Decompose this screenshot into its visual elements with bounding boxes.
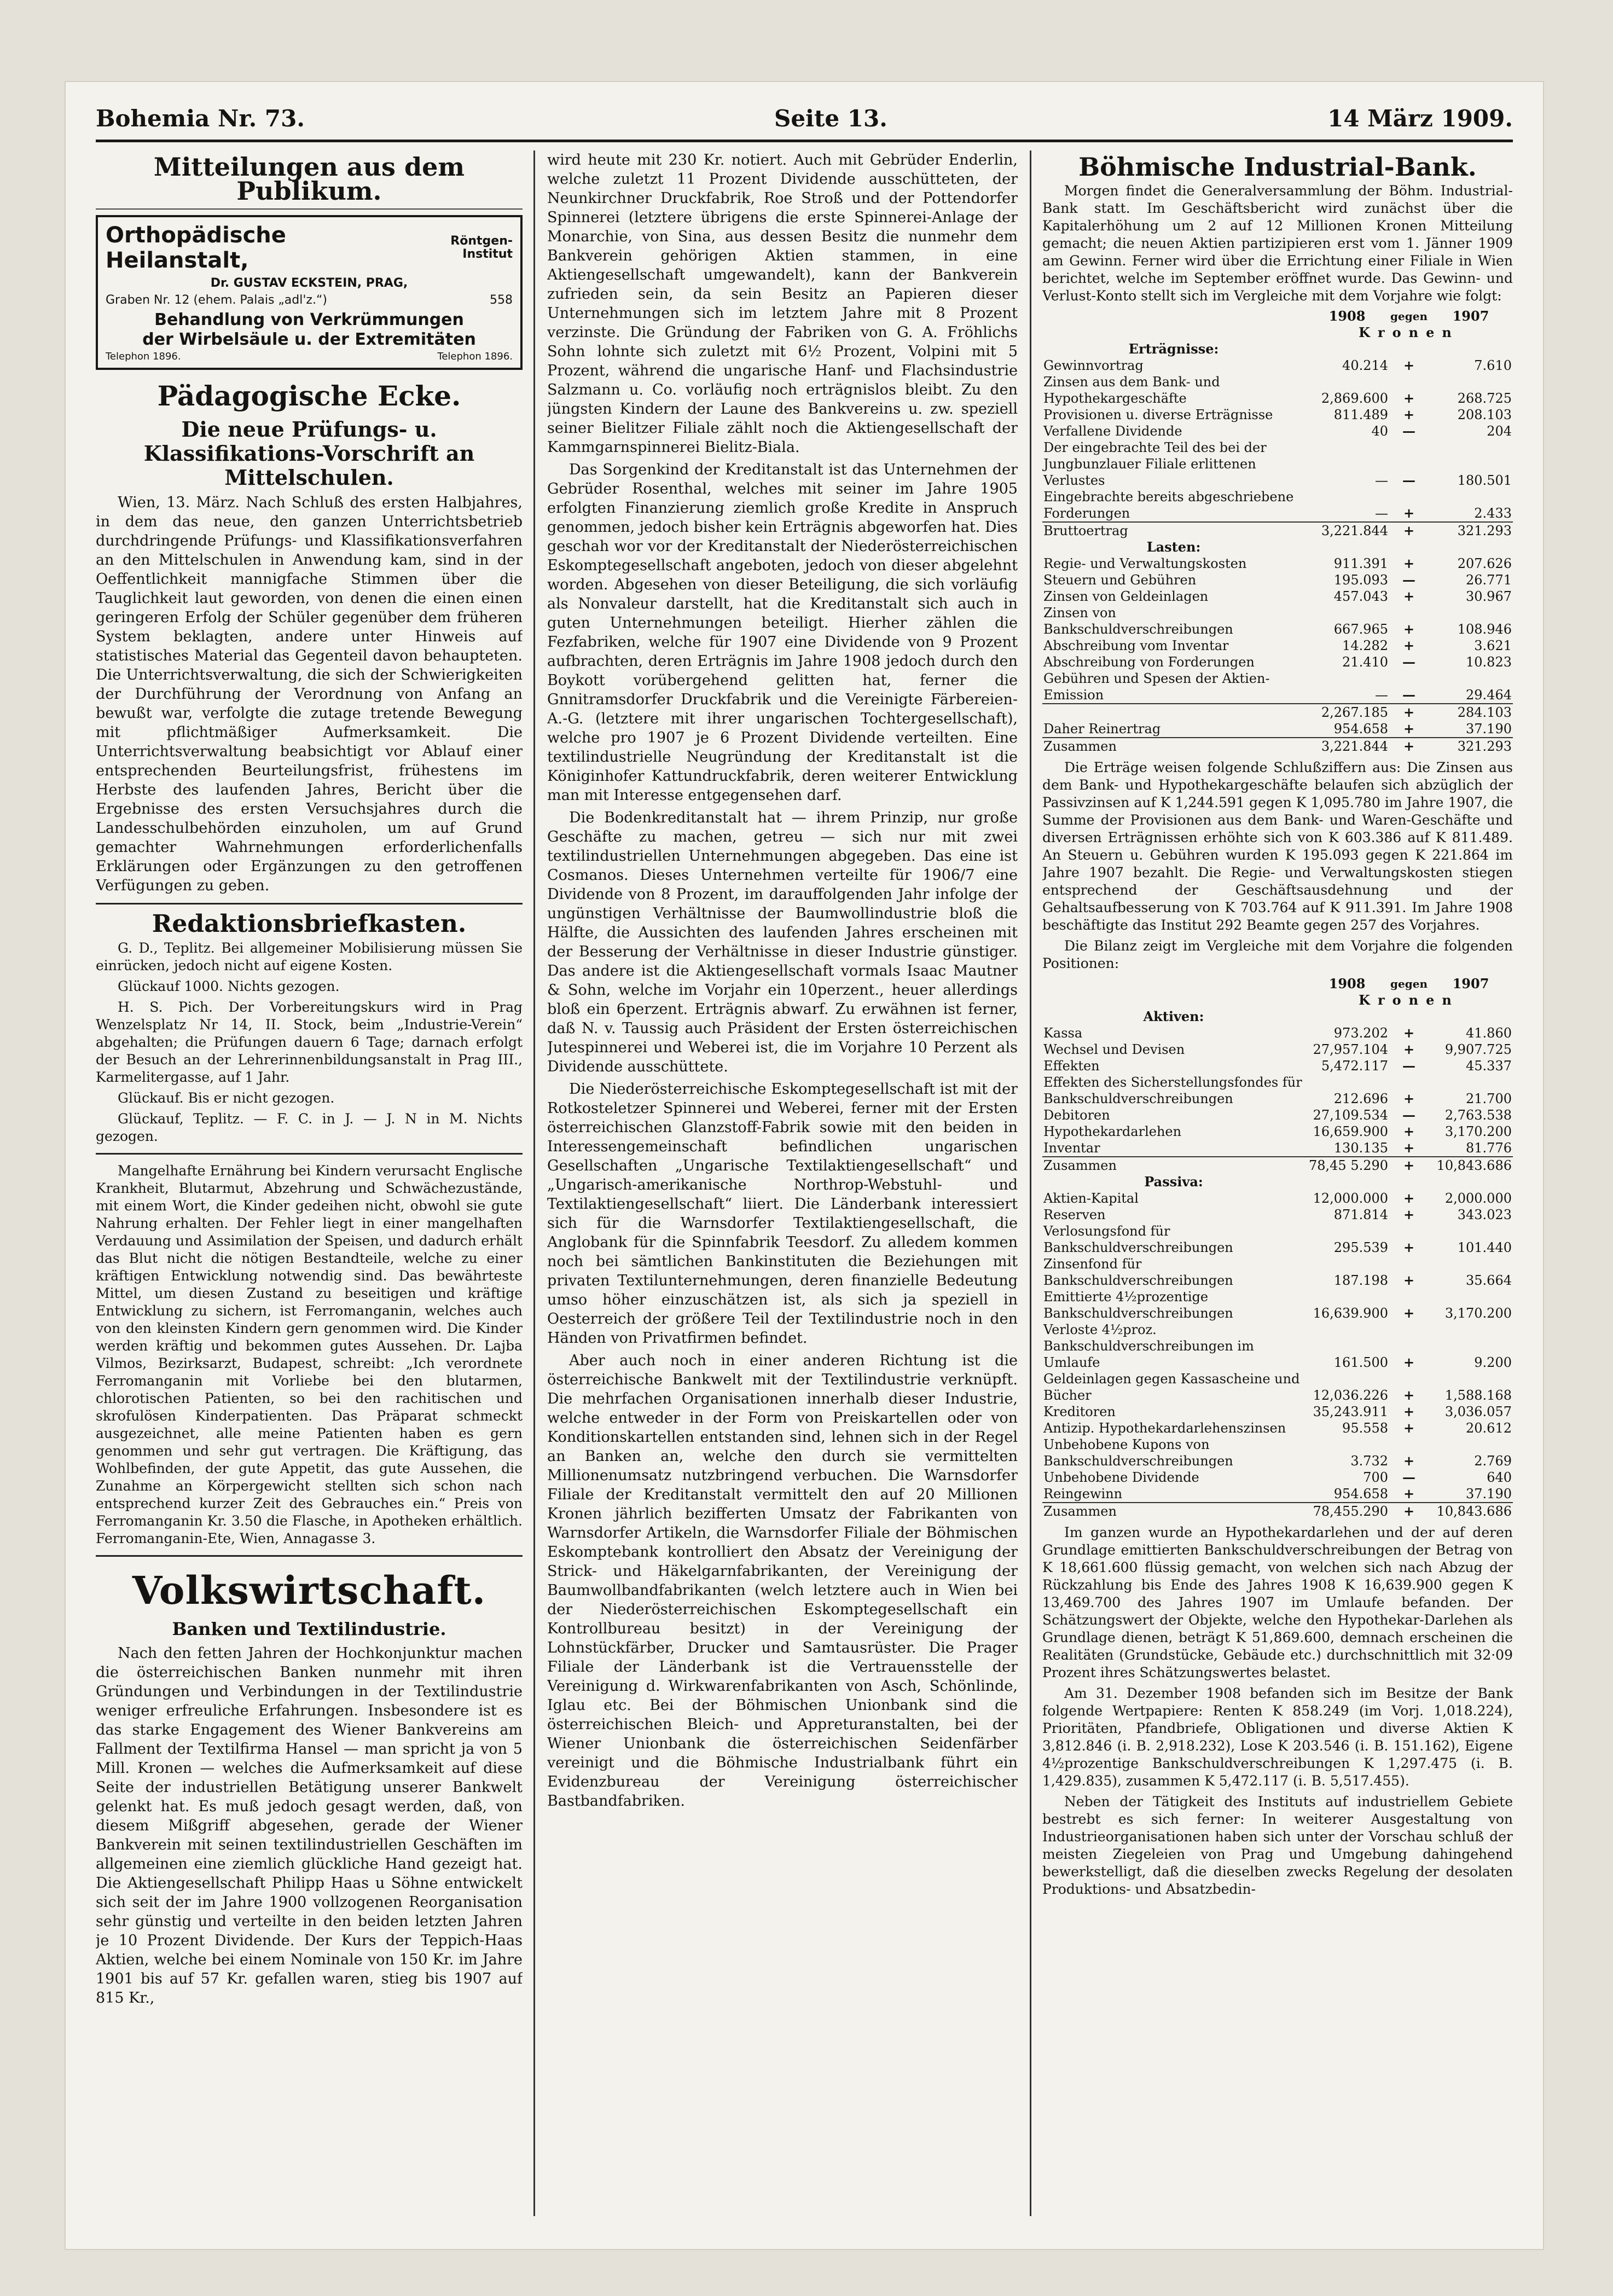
- value-1907: 284.103: [1429, 704, 1513, 721]
- article-paragraph: wird heute mit 230 Kr. notiert. Auch mit Gebrüder Enderlin, welche zuletzt 11 Prozent Dividende ausschütteten, der Neunkirchner Druckfabrik, Roe Stroß und der Pottendorfer Spinnerei (letztere übrigens die erste Spinnerei-Anlage der Monarchie, von Sina, aus dessen Besitz die nunmehr dem Bankverein gehörigen Aktien stammen, in eine Aktiengesellschaft umgewandelt), kann der Bankverein zufrieden sein, da sein Besitz an Papieren dieser Unternehmungen sich im letztem Jahre mit 8 Prozent verzinste. Die Gründung der Fabriken von G. A. Fröhlichs Sohn lohnte sich zuletzt mit 6½ Prozent, Volpini mit 5 Prozent, während die ungarische Hanf- und Flachsindustrie Salzmann u. Co. vorläufig noch erträgnislos bleibt. Zu den jüngsten Kindern der Laune des Bankvereins u. zw. speziell seiner Bielitzer Filiale zählt noch die Aktiengesellschaft der Kammgarnspinnerei Bielitz-Biala.: [547, 152, 1018, 456]
- table-section-row: [1042, 1008, 1513, 1025]
- table-row: [1042, 1123, 1513, 1140]
- value-1908: 2,869.600: [1321, 391, 1389, 406]
- row-label: Zusammen: [1042, 1503, 1305, 1520]
- value-1908: 78,45 5.290: [1305, 1157, 1389, 1174]
- table-header-cell: 1908: [1328, 308, 1366, 324]
- value-1907: 37.190: [1466, 1486, 1512, 1501]
- value-1907: 208.103: [1457, 407, 1512, 422]
- table-body: [1042, 555, 1513, 755]
- change-sign: +: [1389, 738, 1429, 755]
- value-1907: 10,843.686: [1429, 1157, 1513, 1174]
- table-row: [1042, 1289, 1513, 1321]
- value-1907: 10,843.686: [1429, 1503, 1513, 1520]
- article-title-banken: Banken und Textilindustrie.: [172, 1619, 446, 1639]
- value-1907: 21.700: [1466, 1091, 1512, 1106]
- value-1908: 187.198: [1333, 1273, 1389, 1288]
- issue-number: Bohemia Nr. 73.: [96, 105, 305, 132]
- table-row: [1042, 1321, 1513, 1371]
- value-1908: 954.658: [1333, 1486, 1389, 1501]
- section-title-paedagogisch: Pädagogische Ecke.: [157, 380, 461, 412]
- ad-tel-2: Telephon 1896.: [437, 351, 513, 362]
- article-text: Neben der Tätigkeit des Instituts auf industriellem Gebiete bestrebt es sich ferner: In weiterer Ausgestaltung von Industrieorganisationen haben sich unter der Vorschau schluß der meisten Ziegeleien von Prag und Umgebung dahingehend bewerkstelligt, daß die dieselben zwecks Regelung der desolaten Produktions- und Absatzbedin-: [1042, 1794, 1513, 1897]
- column-3: [1042, 150, 1513, 2216]
- value-1907: 101.440: [1457, 1240, 1512, 1255]
- page-number: Seite 13.: [774, 105, 887, 132]
- column-rule: [1030, 150, 1031, 2216]
- value-1908: 212.696: [1333, 1091, 1389, 1106]
- value-1907: 321.293: [1429, 522, 1513, 539]
- table-row: [1042, 1404, 1513, 1420]
- article-text-banken: Nach den fetten Jahren der Hochkonjunktur machen die österreichischen Banken nunmehr mit ihren Gründungen und Verbindungen in der Textilindustrie weniger erfreuliche Erfahrungen. Insbesondere ist es das starke Engagement des Wiener Bankvereins am Fallment der Textilfirma Hansel — man spricht ja von 5 Mill. Kronen — welches die Aufmerksamkeit auf diese Seite der industriellen Betätigung unserer Bankwelt gelenkt hat. Es muß jedoch gesagt werden, daß, von diesem Mißgriff abgesehen, gerade der Wiener Bankverein mit seinen textilindustriellen Geschäften im allgemeinen eine ziemlich glückliche Hand gezeigt hat. Die Aktiengesellschaft Philipp Haas u Söhne entwickelt sich seit der im Jahre 1900 vollzogenen Reorganisation sehr günstig und verteilte in den beiden letzten Jahren je 10 Prozent Dividende. Der Kurs der Teppich-Haas Aktien, welche bei einem Nominale von 150 Kr. im Jahre 1901 bis auf 57 Kr. gefallen waren, stieg bis 1907 auf 815 Kr.,: [96, 1645, 523, 2007]
- change-sign: —: [1402, 423, 1416, 439]
- value-1908: 5,472.117: [1321, 1058, 1389, 1074]
- row-label: Reserven: [1043, 1207, 1106, 1222]
- value-1907: 29.464: [1466, 687, 1512, 703]
- change-sign: +: [1389, 704, 1429, 721]
- table-header-cell: gegen: [1390, 310, 1428, 323]
- ad-address-row: [106, 293, 513, 307]
- value-1908: 295.539: [1333, 1240, 1389, 1255]
- table-row: [1042, 522, 1513, 539]
- value-1908: 3,221.844: [1305, 522, 1389, 539]
- ad-doctor: Dr. GUSTAV ECKSTEIN, PRAG,: [210, 276, 408, 290]
- row-label: Inventar: [1043, 1140, 1100, 1156]
- value-1907: 207.626: [1457, 556, 1512, 571]
- row-label: Geldeinlagen gegen Kassascheine und Bücher: [1043, 1371, 1300, 1403]
- newspaper-page: [66, 82, 1543, 2249]
- table-unit: Kronen: [1359, 324, 1459, 340]
- advert-ernaehrung: Mangelhafte Ernährung bei Kindern verursacht Englische Krankheit, Blutarmut, Abzehrung und Schwächezustände, mit einem Wort, die Kinder gedeihen nicht, obwohl sie gute Nahrung erhalten. Der Fehler liegt in einer mangelhaften Verdauung und Assimilation der Speisen, und dadurch erhält das Blut nicht die nötigen Bestandteile, welche zu einer kräftigen Entwicklung notwendig sind. Das bewährteste Mittel, um diesen Zustand zu beseitigen und kräftige Entwicklung zu sichern, ist Ferromanganin, welches auch von den kleinsten Kindern gern genommen wird. Die Kinder werden kräftig und bekommen gutes Aussehen. Dr. Lajba Vilmos, Bezirksarzt, Budapest, schreibt: „Ich verordnete Ferromanganin mit Vorliebe bei den blutarmen, chlorotischen Patienten, so bei den rachitischen und skrofulösen Kinderpatienten. Das Präparat schmeckt ausgezeichnet, alle meine Patienten haben es gern genommen und sehr gut vertragen. Die Kräftigung, das Wohlbefinden, der gute Appetit, das gute Aussehen, die Zunahme an Körpergewicht stellten sich schon nach entsprechend kurzer Zeit des Gebrauches ein.“ Preis von Ferromanganin Kr. 3.50 die Flasche, in Apotheken erhältlich. Ferromanganin-Ete, Wien, Annagasse 3.: [96, 1163, 523, 1546]
- table-row: [1042, 1503, 1513, 1520]
- row-label: Zinsenfond für Bankschuldverschreibungen: [1043, 1256, 1233, 1288]
- header-rule: [96, 140, 1513, 142]
- table-section-row: [1042, 341, 1513, 357]
- change-sign: +: [1403, 1453, 1415, 1469]
- article-title-pruefung: Die neue Prüfungs- u. Klassifikations-Vorschrift an Mittelschulen.: [143, 417, 475, 490]
- value-1907: 180.501: [1457, 473, 1512, 488]
- value-1907: 268.725: [1457, 391, 1512, 406]
- value-1908: 16,639.900: [1313, 1306, 1389, 1321]
- table-unit-row: [1042, 324, 1513, 341]
- value-1908: 3.732: [1350, 1453, 1389, 1469]
- balance-table: [1042, 976, 1513, 1520]
- change-sign: +: [1403, 1207, 1415, 1222]
- table-row: [1042, 407, 1513, 423]
- table-section-row: [1042, 539, 1513, 555]
- value-1908: 35,243.911: [1313, 1404, 1389, 1419]
- value-1907: 10.823: [1466, 654, 1512, 670]
- row-label: Zusammen: [1042, 738, 1305, 755]
- row-label: [1042, 704, 1305, 721]
- row-label: Effekten: [1043, 1058, 1100, 1074]
- change-sign: +: [1403, 1305, 1415, 1321]
- section-title-volkswirtschaft: Volkswirtschaft.: [132, 1568, 486, 1613]
- value-1908: 27,109.534: [1313, 1108, 1389, 1123]
- row-label: Kassa: [1043, 1025, 1083, 1041]
- change-sign: +: [1403, 1272, 1415, 1288]
- value-1908: 911.391: [1333, 556, 1389, 571]
- value-1908: 811.489: [1333, 407, 1389, 422]
- value-1907: 9.200: [1474, 1355, 1512, 1370]
- row-label: Der eingebrachte Teil des bei der Jungbunzlauer Filiale erlittenen Verlustes: [1043, 440, 1267, 488]
- value-1908: 457.043: [1333, 589, 1389, 604]
- divider: [96, 208, 523, 210]
- table-row: [1042, 588, 1513, 605]
- change-sign: —: [1402, 1058, 1416, 1074]
- value-1907: 2,000.000: [1444, 1191, 1512, 1206]
- table-row: [1042, 374, 1513, 407]
- change-sign: +: [1403, 1239, 1415, 1255]
- value-1907: 3.621: [1474, 638, 1512, 653]
- ad-title-row: [106, 223, 513, 273]
- table-header-cell: 1908: [1328, 976, 1366, 992]
- profit-loss-table: [1042, 308, 1513, 755]
- value-1907: 640: [1487, 1470, 1512, 1485]
- table-row: [1042, 439, 1513, 489]
- value-1907: 35.664: [1466, 1273, 1512, 1288]
- change-sign: —: [1402, 654, 1416, 670]
- article-text: Die Bilanz zeigt im Vergleiche mit dem Vorjahre die folgenden Positionen:: [1042, 938, 1513, 971]
- value-1908: 161.500: [1333, 1355, 1389, 1370]
- table-row: [1042, 704, 1513, 721]
- table-row: [1042, 1140, 1513, 1157]
- value-1907: 3,170.200: [1444, 1124, 1512, 1139]
- ad-right: Röntgen-Institut: [450, 234, 513, 261]
- row-label: Hypothekardarlehen: [1043, 1124, 1182, 1139]
- table-body: [1042, 1025, 1513, 1174]
- change-sign: —: [1402, 1107, 1416, 1123]
- row-label: Daher Reinertrag: [1043, 721, 1161, 737]
- value-1908: 27,957.104: [1313, 1042, 1389, 1057]
- change-sign: +: [1389, 1503, 1429, 1520]
- value-1907: 2,763.538: [1444, 1108, 1512, 1123]
- table-row: [1042, 1371, 1513, 1404]
- ad-name: Orthopädische Heilanstalt,: [106, 223, 286, 273]
- change-sign: +: [1403, 555, 1415, 571]
- divider: [96, 1555, 523, 1557]
- change-sign: +: [1403, 1420, 1415, 1436]
- table-row: [1042, 1157, 1513, 1174]
- table-section-label: Lasten:: [1146, 539, 1201, 555]
- row-label: Steuern und Gebühren: [1043, 572, 1197, 588]
- value-1908: 195.093: [1333, 572, 1389, 588]
- letter-item: Glückauf. Bis er nicht gezogen.: [118, 1090, 335, 1106]
- change-sign: +: [1403, 588, 1415, 604]
- table-section-label: Aktiven:: [1143, 1008, 1204, 1024]
- letter-item: Glückauf, Teplitz. — F. C. in J. — J. N in M. Nichts gezogen.: [96, 1111, 523, 1144]
- table-header-row: [1042, 308, 1513, 324]
- row-label: Wechsel und Devisen: [1043, 1042, 1185, 1057]
- change-sign: +: [1403, 637, 1415, 653]
- ad-telephones: [106, 351, 513, 362]
- value-1908: 78,455.290: [1305, 1503, 1389, 1520]
- value-1908: 12,036.226: [1313, 1388, 1389, 1403]
- value-1908: 700: [1363, 1470, 1389, 1485]
- article-text: Die Erträge weisen folgende Schlußziffern aus: Die Zinsen aus dem Bank- und Hypothekargeschäfte belaufen sich abzüglich der Passivzinsen auf K 1,244.591 gegen K 1,095.780 im Jahre 1907, die Summe der Provisionen aus dem Bank- und Waren-Geschäfte und diversen Erträgnissen erhöhte sich von K 603.386 auf K 811.489. An Steuern u. Gebühren wurden K 195.093 gegen K 221.864 im Jahre 1907 bezahlt. Die Regie- und Verwaltungskosten stiegen entsprechend der Geschäftsausdehnung und der Gehaltsaufbesserung von K 703.764 auf K 911.391. Im Jahre 1908 beschäftigte das Institut 292 Beamte gegen 257 des Vorjahres.: [1042, 759, 1513, 933]
- value-1908: 130.135: [1333, 1140, 1389, 1156]
- table-section-label: Passiva:: [1144, 1174, 1203, 1190]
- change-sign: +: [1403, 1123, 1415, 1139]
- article-text: Im ganzen wurde an Hypothekardarlehen und der auf deren Grundlage emittierten Bankschuldverschreibungen der Betrag von K 18,661.600 flüssig gemacht, von welchen sich nach Abzug der Rückzahlung bis Ende des Jahres 1908 K 16,639.900 gegen K 13,469.700 des Jahres 1907 im Umlaufe befanden. Der Schätzungswert der Objekte, welche den Hypothekar-Darlehen als Grundlage dienen, beträgt K 51,869.600, demnach erscheinen die Realitäten (Grundstücke, Gebäude etc.) durchschnittlich mit 32·09 Prozent ihres Schätzungswertes belastet.: [1042, 1524, 1513, 1680]
- change-sign: +: [1403, 1354, 1415, 1370]
- value-1907: 2.769: [1474, 1453, 1512, 1469]
- change-sign: +: [1403, 1486, 1415, 1501]
- row-label: Eingebrachte bereits abgeschriebene Forderungen: [1043, 489, 1294, 521]
- ad-line-1: Behandlung von Verkrümmungen: [154, 310, 464, 329]
- change-sign: +: [1403, 1140, 1415, 1156]
- row-label: Aktien-Kapital: [1043, 1191, 1139, 1206]
- article-paragraph: Aber auch noch in einer anderen Richtung ist die österreichische Bankwelt mit der Textilindustrie verknüpft. Die mehrfachen Organisationen innerhalb dieser Industrie, welche entweder in der Form von Preiskartellen oder von Konditionskartellen entstanden sind, lehnen sich in der Regel an Banken an, welche den durch sie vermittelten Millionenumsatz nutzbringend verbuchen. Die Warnsdorfer Filiale der Kreditanstalt vermittelt den auf 20 Millionen Kronen jährlich bezifferten Umsatz der Fabrikanten von Warnsdorfer Artikeln, die Warnsdorfer Filiale der Böhmischen Eskomptebank kontrolliert den Absatz der Vereinigung der Strick- und Häkelgarnfabrikanten, der Vereinigung der Baumwollbandfabrikanten (welch letztere auch in Wien bei der Niederösterreichischen Eskomptegesellschaft ein Kontrollbureau besitzt) in der Vereinigung der Lohnstückfärber, Drucker und Samtausrüster. Die Prager Filiale der Länderbank ist die Vertrauensstelle der Vereinigung d. Wirkwarenfabrikanten von Asch, Schönlinde, Iglau etc. Bei der Böhmischen Unionbank sind die österreichischen Bleich- und Appreturanstalten, bei der Wiener Unionbank die österreichischen Seidenfärber vereinigt und die Böhmische Industrialbank führt ein Evidenzbureau der Vereinigung österreichischer Bastbandfabriken.: [547, 1352, 1018, 1810]
- change-sign: +: [1403, 621, 1415, 637]
- change-sign: +: [1403, 357, 1415, 373]
- table-row: [1042, 1223, 1513, 1256]
- letters-list: [96, 940, 523, 1145]
- table-row: [1042, 605, 1513, 637]
- row-label: Unbehobene Kupons von Bankschuldverschreibungen: [1043, 1437, 1233, 1469]
- table-row: [1042, 637, 1513, 654]
- value-1908: 954.658: [1333, 721, 1389, 737]
- table-header-cell: 1907: [1452, 308, 1489, 324]
- change-sign: +: [1389, 522, 1429, 539]
- article-title-industrialbank: Böhmische Industrial-Bank.: [1078, 152, 1477, 182]
- table-row: [1042, 555, 1513, 572]
- table-row: [1042, 1436, 1513, 1469]
- ad-number: 558: [490, 293, 513, 307]
- value-1908: —: [1375, 506, 1389, 521]
- value-1907: 20.612: [1466, 1420, 1512, 1436]
- table-body: [1042, 1190, 1513, 1520]
- table-row: [1042, 1025, 1513, 1041]
- change-sign: —: [1402, 1469, 1416, 1485]
- row-label: Abschreibung vom Inventar: [1043, 638, 1229, 653]
- value-1907: 204: [1487, 424, 1512, 439]
- value-1908: 667.965: [1333, 622, 1389, 637]
- table-row: [1042, 572, 1513, 588]
- change-sign: +: [1389, 1157, 1429, 1174]
- column-2: [547, 150, 1018, 2216]
- change-sign: —: [1402, 572, 1416, 588]
- column-1: [96, 150, 523, 2216]
- table-row: [1042, 1190, 1513, 1207]
- row-label: Gebühren und Spesen der Aktien-Emission: [1043, 671, 1270, 703]
- value-1908: 973.202: [1333, 1025, 1389, 1041]
- letter-item: Glückauf 1000. Nichts gezogen.: [118, 978, 340, 994]
- value-1908: 40: [1371, 424, 1389, 439]
- change-sign: +: [1403, 1041, 1415, 1057]
- value-1907: 37.190: [1466, 721, 1512, 737]
- change-sign: +: [1403, 407, 1415, 422]
- ad-address: Graben Nr. 12 (ehem. Palais „adl'z.“): [106, 293, 327, 307]
- row-label: Kreditoren: [1043, 1404, 1116, 1419]
- value-1908: 21.410: [1342, 654, 1389, 670]
- value-1907: 26.771: [1466, 572, 1512, 588]
- change-sign: +: [1403, 390, 1415, 406]
- column-rule: [533, 150, 535, 2216]
- table-row: [1042, 1256, 1513, 1289]
- row-label: Zinsen von Bankschuldverschreibungen: [1043, 605, 1233, 637]
- value-1908: 2,267.185: [1305, 704, 1389, 721]
- table-header-cell: gegen: [1390, 977, 1428, 990]
- row-label: Verfallene Dividende: [1043, 424, 1182, 439]
- table-header-row: [1042, 976, 1513, 992]
- row-label: Debitoren: [1043, 1108, 1110, 1123]
- row-label: Gewinnvortrag: [1043, 358, 1144, 373]
- advertisement-box: [96, 215, 523, 370]
- value-1908: 3,221.844: [1305, 738, 1389, 755]
- value-1907: 9,907.725: [1444, 1042, 1512, 1057]
- value-1907: 7.610: [1474, 358, 1512, 373]
- table-unit: Kronen: [1359, 992, 1459, 1008]
- value-1908: —: [1375, 687, 1389, 703]
- row-label: Bruttoertrag: [1042, 522, 1305, 539]
- table-row: [1042, 1469, 1513, 1486]
- row-label: Unbehobene Dividende: [1043, 1470, 1199, 1485]
- change-sign: +: [1403, 721, 1415, 737]
- value-1907: 30.967: [1466, 589, 1512, 604]
- value-1908: 12,000.000: [1313, 1191, 1389, 1206]
- value-1907: 343.023: [1457, 1207, 1512, 1222]
- row-label: Regie- und Verwaltungskosten: [1043, 556, 1247, 571]
- table-row: [1042, 1074, 1513, 1107]
- section-title-mitteilungen: Mitteilungen aus dem Publikum.: [153, 152, 465, 206]
- table-unit-row: [1042, 992, 1513, 1008]
- article-paragraph: Die Bodenkreditanstalt hat — ihrem Prinzip, nur große Geschäfte zu machen, getreu — sich nur mit zwei textilindustriellen Unternehmungen abgegeben. Das eine ist Cosmanos. Dieses Unternehmen verteilte für 1906/7 eine Dividende von 8 Prozent, im darauffolgenden Jahr infolge der ungünstigen Verhältnisse der Baumwollindustrie bloß die Hälfte, die Aussichten des laufenden Jahres erscheinen mit der Besserung der Verhältnisse in dieser Industrie günstiger. Das andere ist die Aktiengesellschaft vormals Isaac Mautner & Sohn, welche im Vorjahr ein 10perzent., heuer allerdings bloß ein 6perzent. Erträgnis abwarf. Zu erwähnen ist ferner, daß N. v. Taussig auch Präsident der Ersten österreichischen Jutespinnerei und Weberei ist, die im Vorjahre 10 Perzent als Dividende ausschüttete.: [547, 809, 1018, 1075]
- value-1907: 45.337: [1466, 1058, 1512, 1074]
- ad-tel-1: Telephon 1896.: [106, 351, 181, 362]
- change-sign: +: [1403, 1404, 1415, 1419]
- value-1907: 3,036.057: [1444, 1404, 1512, 1419]
- value-1908: 40.214: [1342, 358, 1389, 373]
- value-1907: 321.293: [1429, 738, 1513, 755]
- value-1908: 95.558: [1342, 1420, 1389, 1436]
- row-label: Effekten des Sicherstellungsfondes für Bankschuldverschreibungen: [1043, 1075, 1302, 1106]
- change-sign: +: [1403, 1387, 1415, 1403]
- row-label: Zinsen aus dem Bank- und Hypothekargeschäfte: [1043, 374, 1220, 406]
- table-section-label: Erträgnisse:: [1128, 341, 1219, 357]
- table-row: [1042, 1207, 1513, 1223]
- row-label: Zinsen von Geldeinlagen: [1043, 589, 1209, 604]
- table-row: [1042, 721, 1513, 738]
- value-1908: 16,659.900: [1313, 1124, 1389, 1139]
- article-paragraph: Das Sorgenkind der Kreditanstalt ist das Unternehmen der Gebrüder Rosenthal, welches mit seiner im Jahre 1905 erfolgten Finanzierung ziemlich große Kredite in Anspruch genommen, jedoch bisher kein Erträgnis abgeworfen hat. Dies geschah wor vor der Kreditanstalt der Niederösterreichischen Eskomptegesellschaft angeboten, jedoch von dieser abgelehnt worden. Abgesehen von dieser Beteiligung, die sich vorläufig als Nonvaleur darstellt, hat die Kreditanstalt sich auch in guten Unternehmungen beteiligt. Hierher zählen die Fezfabriken, welche für 1907 eine Dividende von 9 Prozent aufbrachten, deren Erträgnis im Jahre 1908 jedoch durch den Boykott vorübergehend gelitten hat, ferner die Gnnitramsdorfer Druckfabrik und die Vereinigte Färbereien-A.-G. (letztere mit ihrer ungarischen Tochtergesellschaft), welche pro 1907 je 6 Prozent Dividende verteilten. Eine textilindustrielle Neugründung der Kreditanstalt ist die Königinhofer Kattundruckfabrik, deren weiterer Entwicklung man mit Interesse entgegensehen darf.: [547, 461, 1018, 804]
- row-label: Verlosungsfond für Bankschuldverschreibungen: [1043, 1224, 1233, 1255]
- change-sign: +: [1403, 505, 1415, 521]
- change-sign: —: [1402, 472, 1416, 488]
- value-1907: 108.946: [1457, 622, 1512, 637]
- row-label: Provisionen u. diverse Erträgnisse: [1043, 407, 1273, 422]
- change-sign: —: [1402, 687, 1416, 703]
- table-body: [1042, 357, 1513, 539]
- article-text-pruefung: Wien, 13. März. Nach Schluß des ersten Halbjahres, in dem das neue, den ganzen Unterrichtsbetrieb durchdringende Prüfungs- und Klassifikationsverfahren an den Mittelschulen in Anwendung kam, sind in der Oeffentlichkeit mannigfache Stimmen über die Tauglichkeit laut geworden, von denen die einen einen geringeren Erfolg der Schüler gegenüber dem früheren System beklagten, andere unter Hinweis auf statistisches Material das Gegenteil davon behaupteten. Die Unterrichtsverwaltung, die sich der Schwierigkeiten der Durchführung der Verordnung von Anfang an bewußt war, verfolgte die zutage tretende Bewegung mit pflichtmäßiger Aufmerksamkeit. Die Unterrichtsverwaltung beabsichtigt vor Ablauf einer entsprechenden Beurteilungsfrist, frühestens im Herbste des laufenden Jahres, Bericht über die Ergebnisse des ersten Versuchsjahres durch die Landesschulbehörden einzuholen, um auf Grund gemachter Wahrnehmungen erforderlichenfalls Erklärungen oder Ergänzungen zu den getroffenen Verfügungen zu geben.: [96, 494, 523, 894]
- change-sign: +: [1403, 1190, 1415, 1206]
- letter-item: G. D., Teplitz. Bei allgemeiner Mobilisierung müssen Sie einrücken, jedoch nicht auf eigene Kosten.: [96, 940, 523, 973]
- section-title-redaktion: Redaktionsbriefkasten.: [152, 910, 467, 938]
- letter-item: H. S. Pich. Der Vorbereitungskurs wird in Prag Wenzelsplatz Nr 14, II. Stock, beim „Industrie-Verein“ abgehalten; die Prüfungen dauern 6 Tage; darnach erfolgt der Besuch an der Lehrerinnenbildungsanstalt in Prag III., Karmelitergasse, auf 1 Jahr.: [96, 999, 523, 1085]
- table-row: [1042, 654, 1513, 670]
- value-1908: 871.814: [1333, 1207, 1389, 1222]
- row-label: Emittierte 4½prozentige Bankschuldverschreibungen: [1043, 1289, 1233, 1321]
- value-1907: 3,170.200: [1444, 1306, 1512, 1321]
- change-sign: +: [1403, 1025, 1415, 1041]
- row-label: Zusammen: [1042, 1157, 1305, 1174]
- divider: [96, 903, 523, 905]
- table-section-row: [1042, 1174, 1513, 1190]
- table-row: [1042, 1486, 1513, 1503]
- table-row: [1042, 1107, 1513, 1123]
- row-label: Abschreibung von Forderungen: [1043, 654, 1255, 670]
- table-row: [1042, 423, 1513, 439]
- page-header: [96, 105, 1513, 138]
- table-header-cell: 1907: [1452, 976, 1489, 992]
- value-1907: 81.776: [1466, 1140, 1512, 1156]
- row-label: Antizip. Hypothekardarlehenszinsen: [1043, 1420, 1286, 1436]
- table-row: [1042, 1041, 1513, 1058]
- value-1907: 41.860: [1466, 1025, 1512, 1041]
- table-row: [1042, 670, 1513, 704]
- value-1908: 14.282: [1342, 638, 1389, 653]
- article-text: Am 31. Dezember 1908 befanden sich im Besitze der Bank folgende Wertpapiere: Renten K 858.249 (im Vorj. 1,018.224), Prioritäten, Pfandbriefe, Obligationen und diverse Aktien K 3,812.846 (i. B. 2,918.232), Lose K 203.546 (i. B. 151.162), Eigene 4½prozentige Bankschuldverschreibungen K 1,297.475 (i. B. 1,429.835), zusammen K 5,472.117 (i. B. 5,517.455).: [1042, 1685, 1513, 1789]
- table-row: [1042, 738, 1513, 755]
- article-intro: Morgen findet die Generalversammlung der Böhm. Industrial-Bank statt. Im Geschäftsbericht wird zunächst über die Kapitalerhöhung um 2 auf 12 Millionen Kronen Mitteilung gemacht; die neuen Aktien partizipieren erst vom 1. Jänner 1909 am Gewinn. Ferner wird über die Errichtung einer Filiale in Wien berichtet, welche im September eröffnet wurde. Das Gewinn- und Verlust-Konto stellt sich im Vergleiche mit dem Vorjahre wie folgt:: [1042, 183, 1513, 304]
- table-row: [1042, 489, 1513, 522]
- row-label: Verloste 4½proz. Bankschuldverschreibungen im Umlaufe: [1043, 1322, 1254, 1370]
- value-1907: 1,588.168: [1444, 1388, 1512, 1403]
- article-paragraph: Die Niederösterreichische Eskomptegesellschaft ist mit der Rotkosteletzer Spinnerei und Weberei, ferner mit der Ersten österreichischen Glanzstoff-Fabrik sowie mit den beiden in Interessengemeinschaft befindlichen ungarischen Gesellschaften „Ungarische Textilaktiengesellschaft“ und „Ungarisch-amerikanische Northrop-Webstuhl- und Textilaktiengesellschaft“ liiert. Die Länderbank interessiert sich für die Warnsdorfer Textilaktiengesellschaft, die Anglobank für die Spinnfabrik Teesdorf. Zu alledem kommen noch bei sämtlichen Bankinstituten die Beziehungen mit privaten Textilunternehmungen, deren finanzielle Bedeutung umso höher einzuschätzen ist, als sich ja speziell in Oesterreich der größere Teil der Textilindustrie noch in den Händen von Privatfirmen befindet.: [547, 1081, 1018, 1347]
- change-sign: +: [1403, 1091, 1415, 1106]
- value-1907: 2.433: [1474, 506, 1512, 521]
- row-label: Reingewinn: [1043, 1486, 1123, 1501]
- issue-date: 14 März 1909.: [1327, 105, 1513, 132]
- table-row: [1042, 357, 1513, 374]
- divider: [96, 1153, 523, 1155]
- value-1908: —: [1375, 473, 1389, 488]
- table-row: [1042, 1420, 1513, 1436]
- table-row: [1042, 1058, 1513, 1074]
- ad-line-2: der Wirbelsäule u. der Extremitäten: [142, 330, 476, 349]
